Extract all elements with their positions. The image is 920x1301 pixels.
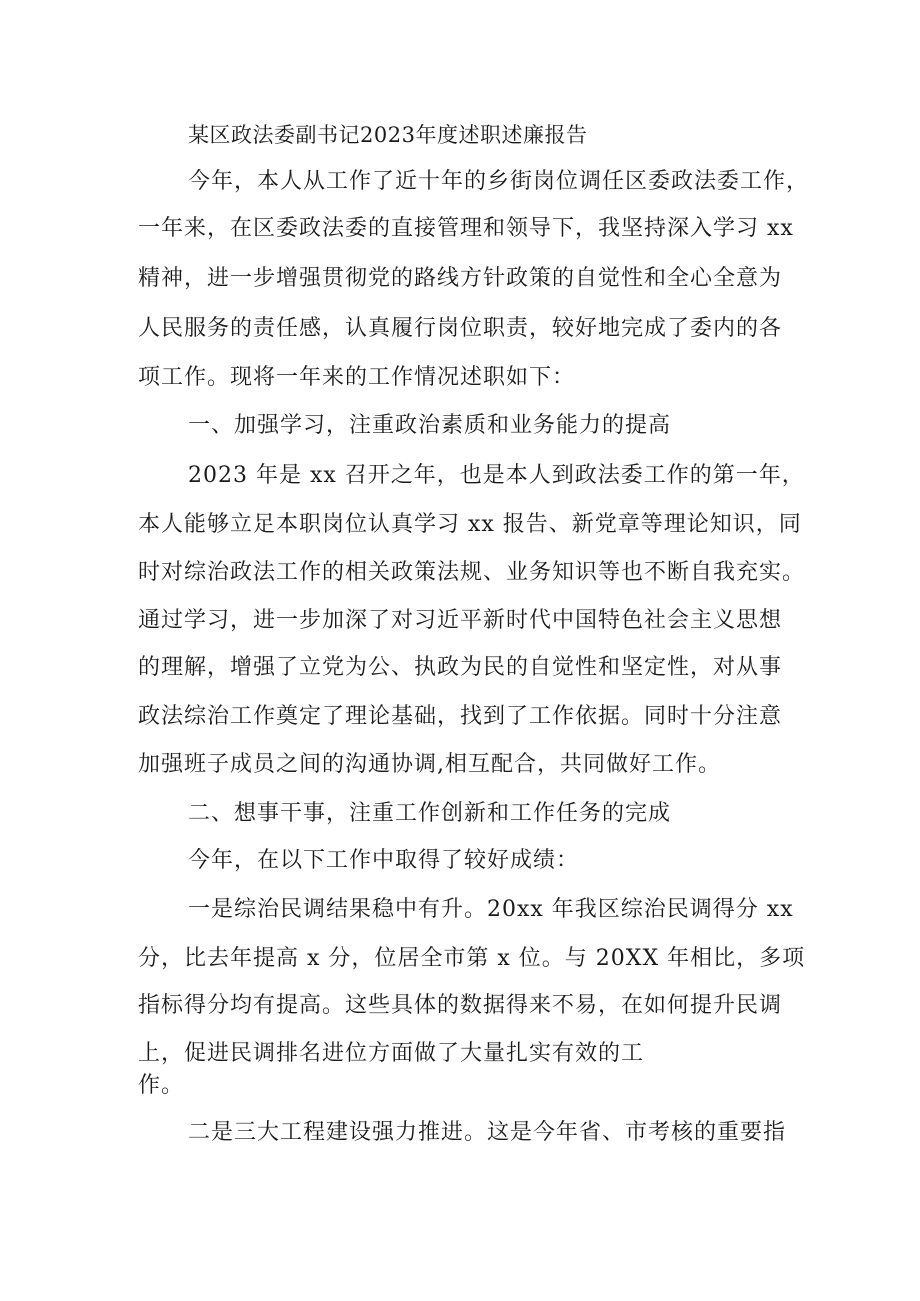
paragraph-line: 二是三大工程建设强力推进。这是今年省、市考核的重要指	[188, 1120, 787, 1145]
paragraph-line: 作。	[138, 1073, 185, 1098]
paragraph-line: 今年，在以下工作中取得了较好成绩：	[188, 848, 580, 873]
paragraph-line: 分，比去年提高 x 分，位居全市第 x 位。与 20XX 年相比，多项	[138, 946, 806, 971]
paragraph-line: 一是综治民调结果稳中有升。20xx 年我区综治民调得分 xx	[188, 897, 794, 922]
section-heading: 二、想事干事，注重工作创新和工作任务的完成	[188, 801, 672, 826]
paragraph-line: 人民服务的责任感，认真履行岗位职责，较好地完成了委内的各	[138, 316, 783, 341]
paragraph-line: 时对综治政法工作的相关政策法规、业务知识等也不断自我充实。	[138, 560, 806, 585]
paragraph-line: 政法综治工作奠定了理论基础，找到了工作依据。同时十分注意	[138, 704, 783, 729]
section-heading: 一、加强学习，注重政治素质和业务能力的提高	[188, 413, 672, 438]
paragraph-line: 本人能够立足本职岗位认真学习 xx 报告、新党章等理论知识，同	[138, 512, 802, 537]
paragraph-line: 2023 年是 xx 召开之年，也是本人到政法委工作的第一年，	[188, 463, 805, 488]
paragraph-line: 精神，进一步增强贯彻党的路线方针政策的自觉性和全心全意为	[138, 266, 783, 291]
paragraph-line: 上，促进民调排名进位方面做了大量扎实有效的工	[138, 1041, 645, 1066]
paragraph-line: 今年，本人从工作了近十年的乡街岗位调任区委政法委工作，	[188, 169, 810, 194]
paragraph-line: 项工作。现将一年来的工作情况述职如下：	[138, 365, 576, 390]
paragraph-line: 通过学习，进一步加深了对习近平新时代中国特色社会主义思想	[138, 608, 783, 633]
paragraph-line: 一年来，在区委政法委的直接管理和领导下，我坚持深入学习 xx	[138, 216, 794, 241]
paragraph-line: 指标得分均有提高。这些具体的数据得来不易，在如何提升民调	[138, 993, 783, 1018]
paragraph-line: 的理解，增强了立党为公、执政为民的自觉性和坚定性，对从事	[138, 655, 783, 680]
paragraph-line: 加强班子成员之间的沟通协调,相互配合，共同做好工作。	[138, 752, 721, 777]
document-title: 某区政法委副书记2023年度述职述廉报告	[188, 123, 588, 147]
